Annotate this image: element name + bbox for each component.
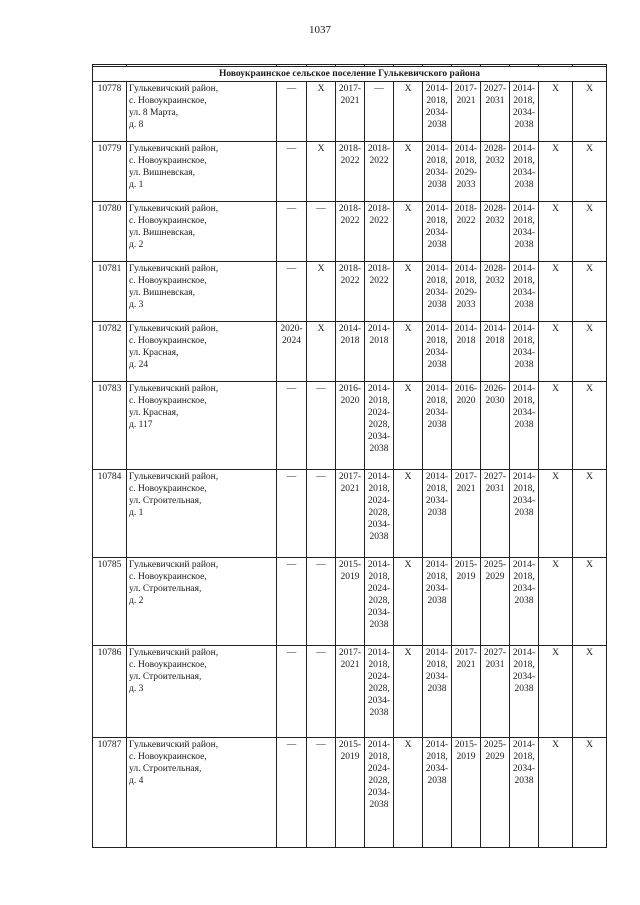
period-cell-5: Х	[394, 142, 423, 202]
period-cell-7: 2017- 2021	[452, 470, 481, 558]
period-cell-8: 2027- 2031	[481, 646, 510, 738]
period-cell-11: Х	[573, 202, 607, 262]
period-cell-3: 2018- 2022	[336, 262, 365, 322]
row-number: 10778	[93, 82, 127, 142]
period-cell-4: 2014- 2018, 2024- 2028, 2034- 2038	[365, 470, 394, 558]
period-cell-4: 2014- 2018, 2024- 2028, 2034- 2038	[365, 646, 394, 738]
period-cell-6: 2014- 2018, 2034- 2038	[423, 262, 452, 322]
period-cell-5: Х	[394, 470, 423, 558]
section-title: Новоукраинское сельское поселение Гулькевичского района	[93, 67, 607, 82]
row-number: 10783	[93, 382, 127, 470]
period-cell-1: —	[277, 82, 307, 142]
period-cell-3: 2016- 2020	[336, 382, 365, 470]
table-row	[93, 470, 607, 558]
period-cell-2: —	[307, 738, 336, 848]
period-cell-5: Х	[394, 558, 423, 646]
address-cell: Гулькевичский район, с. Новоукраинское, ул. Вишневская, д. 3	[127, 262, 277, 322]
period-cell-6: 2014- 2018, 2034- 2038	[423, 322, 452, 382]
address-cell: Гулькевичский район, с. Новоукраинское, ул. Вишневская, д. 2	[127, 202, 277, 262]
table-row	[93, 262, 607, 322]
period-cell-2: Х	[307, 82, 336, 142]
row-number: 10781	[93, 262, 127, 322]
period-cell-9: 2014- 2018, 2034- 2038	[510, 322, 539, 382]
period-cell-8: 2025- 2029	[481, 558, 510, 646]
period-cell-3: 2018- 2022	[336, 202, 365, 262]
period-cell-10: Х	[539, 646, 573, 738]
period-cell-8: 2027- 2031	[481, 82, 510, 142]
section-header-row	[93, 67, 607, 82]
period-cell-2: Х	[307, 262, 336, 322]
period-cell-3: 2014- 2018	[336, 322, 365, 382]
page-number: 1037	[309, 24, 331, 36]
period-cell-2: Х	[307, 322, 336, 382]
period-cell-8: 2028- 2032	[481, 142, 510, 202]
period-cell-7: 2016- 2020	[452, 382, 481, 470]
period-cell-4: 2018- 2022	[365, 202, 394, 262]
period-cell-1: —	[277, 558, 307, 646]
row-number: 10782	[93, 322, 127, 382]
period-cell-4: 2014- 2018	[365, 322, 394, 382]
period-cell-2: —	[307, 558, 336, 646]
row-number: 10785	[93, 558, 127, 646]
period-cell-2: Х	[307, 142, 336, 202]
address-cell: Гулькевичский район, с. Новоукраинское, ул. Строительная, д. 4	[127, 738, 277, 848]
period-cell-8: 2028- 2032	[481, 262, 510, 322]
row-number: 10787	[93, 738, 127, 848]
table-row	[93, 738, 607, 848]
period-cell-1: —	[277, 142, 307, 202]
period-cell-7: 2014- 2018	[452, 322, 481, 382]
period-cell-11: Х	[573, 142, 607, 202]
period-cell-8: 2028- 2032	[481, 202, 510, 262]
period-cell-4: 2018- 2022	[365, 142, 394, 202]
table-row	[93, 202, 607, 262]
period-cell-11: Х	[573, 382, 607, 470]
period-cell-4: 2018- 2022	[365, 262, 394, 322]
period-cell-11: Х	[573, 82, 607, 142]
period-cell-10: Х	[539, 738, 573, 848]
period-cell-1: —	[277, 202, 307, 262]
period-cell-4: 2014- 2018, 2024- 2028, 2034- 2038	[365, 558, 394, 646]
period-cell-9: 2014- 2018, 2034- 2038	[510, 382, 539, 470]
period-cell-2: —	[307, 202, 336, 262]
period-cell-7: 2014- 2018, 2029- 2033	[452, 142, 481, 202]
period-cell-6: 2014- 2018, 2034- 2038	[423, 82, 452, 142]
period-cell-8: 2014- 2018	[481, 322, 510, 382]
period-cell-5: Х	[394, 738, 423, 848]
period-cell-6: 2014- 2018, 2034- 2038	[423, 142, 452, 202]
period-cell-1: —	[277, 646, 307, 738]
row-number: 10779	[93, 142, 127, 202]
period-cell-9: 2014- 2018, 2034- 2038	[510, 202, 539, 262]
period-cell-1: 2020- 2024	[277, 322, 307, 382]
period-cell-2: —	[307, 646, 336, 738]
period-cell-5: Х	[394, 202, 423, 262]
period-cell-9: 2014- 2018, 2034- 2038	[510, 142, 539, 202]
period-cell-5: Х	[394, 382, 423, 470]
period-cell-5: Х	[394, 646, 423, 738]
period-cell-6: 2014- 2018, 2034- 2038	[423, 646, 452, 738]
period-cell-10: Х	[539, 262, 573, 322]
period-cell-6: 2014- 2018, 2034- 2038	[423, 202, 452, 262]
period-cell-4: 2014- 2018, 2024- 2028, 2034- 2038	[365, 382, 394, 470]
address-cell: Гулькевичский район, с. Новоукраинское, ул. Строительная, д. 2	[127, 558, 277, 646]
period-cell-5: Х	[394, 322, 423, 382]
period-cell-9: 2014- 2018, 2034- 2038	[510, 82, 539, 142]
period-cell-3: 2017- 2021	[336, 646, 365, 738]
period-cell-5: Х	[394, 262, 423, 322]
period-cell-1: —	[277, 738, 307, 848]
period-cell-1: —	[277, 382, 307, 470]
row-number: 10786	[93, 646, 127, 738]
address-cell: Гулькевичский район, с. Новоукраинское, ул. Красная, д. 24	[127, 322, 277, 382]
period-cell-7: 2015- 2019	[452, 738, 481, 848]
period-cell-8: 2027- 2031	[481, 470, 510, 558]
period-cell-7: 2015- 2019	[452, 558, 481, 646]
period-cell-2: —	[307, 382, 336, 470]
period-cell-3: 2017- 2021	[336, 82, 365, 142]
period-cell-1: —	[277, 262, 307, 322]
period-cell-7: 2014- 2018, 2029- 2033	[452, 262, 481, 322]
period-cell-2: —	[307, 470, 336, 558]
period-cell-10: Х	[539, 322, 573, 382]
period-cell-6: 2014- 2018, 2034- 2038	[423, 738, 452, 848]
table-row	[93, 142, 607, 202]
period-cell-4: 2014- 2018, 2024- 2028, 2034- 2038	[365, 738, 394, 848]
period-cell-6: 2014- 2018, 2034- 2038	[423, 470, 452, 558]
period-cell-10: Х	[539, 82, 573, 142]
register-table	[92, 64, 607, 848]
period-cell-11: Х	[573, 646, 607, 738]
period-cell-11: Х	[573, 558, 607, 646]
period-cell-3: 2017- 2021	[336, 470, 365, 558]
period-cell-11: Х	[573, 738, 607, 848]
period-cell-9: 2014- 2018, 2034- 2038	[510, 470, 539, 558]
period-cell-10: Х	[539, 558, 573, 646]
period-cell-6: 2014- 2018, 2034- 2038	[423, 382, 452, 470]
period-cell-10: Х	[539, 142, 573, 202]
period-cell-9: 2014- 2018, 2034- 2038	[510, 646, 539, 738]
period-cell-1: —	[277, 470, 307, 558]
period-cell-9: 2014- 2018, 2034- 2038	[510, 262, 539, 322]
table-row	[93, 382, 607, 470]
period-cell-10: Х	[539, 202, 573, 262]
row-number: 10784	[93, 470, 127, 558]
period-cell-7: 2017- 2021	[452, 82, 481, 142]
address-cell: Гулькевичский район, с. Новоукраинское, ул. Вишневская, д. 1	[127, 142, 277, 202]
period-cell-4: —	[365, 82, 394, 142]
address-cell: Гулькевичский район, с. Новоукраинское, ул. Строительная, д. 3	[127, 646, 277, 738]
address-cell: Гулькевичский район, с. Новоукраинское, ул. Красная, д. 117	[127, 382, 277, 470]
period-cell-10: Х	[539, 470, 573, 558]
period-cell-11: Х	[573, 322, 607, 382]
period-cell-11: Х	[573, 262, 607, 322]
period-cell-8: 2025- 2029	[481, 738, 510, 848]
period-cell-10: Х	[539, 382, 573, 470]
period-cell-7: 2017- 2021	[452, 646, 481, 738]
period-cell-3: 2015- 2019	[336, 558, 365, 646]
period-cell-3: 2018- 2022	[336, 142, 365, 202]
table-row	[93, 82, 607, 142]
address-cell: Гулькевичский район, с. Новоукраинское, ул. Строительная, д. 1	[127, 470, 277, 558]
period-cell-3: 2015- 2019	[336, 738, 365, 848]
row-number: 10780	[93, 202, 127, 262]
period-cell-9: 2014- 2018, 2034- 2038	[510, 558, 539, 646]
period-cell-6: 2014- 2018, 2034- 2038	[423, 558, 452, 646]
period-cell-8: 2026- 2030	[481, 382, 510, 470]
table-row	[93, 558, 607, 646]
table-row	[93, 646, 607, 738]
period-cell-5: Х	[394, 82, 423, 142]
table-row	[93, 322, 607, 382]
period-cell-7: 2018- 2022	[452, 202, 481, 262]
period-cell-9: 2014- 2018, 2034- 2038	[510, 738, 539, 848]
address-cell: Гулькевичский район, с. Новоукраинское, ул. 8 Марта, д. 8	[127, 82, 277, 142]
period-cell-11: Х	[573, 470, 607, 558]
